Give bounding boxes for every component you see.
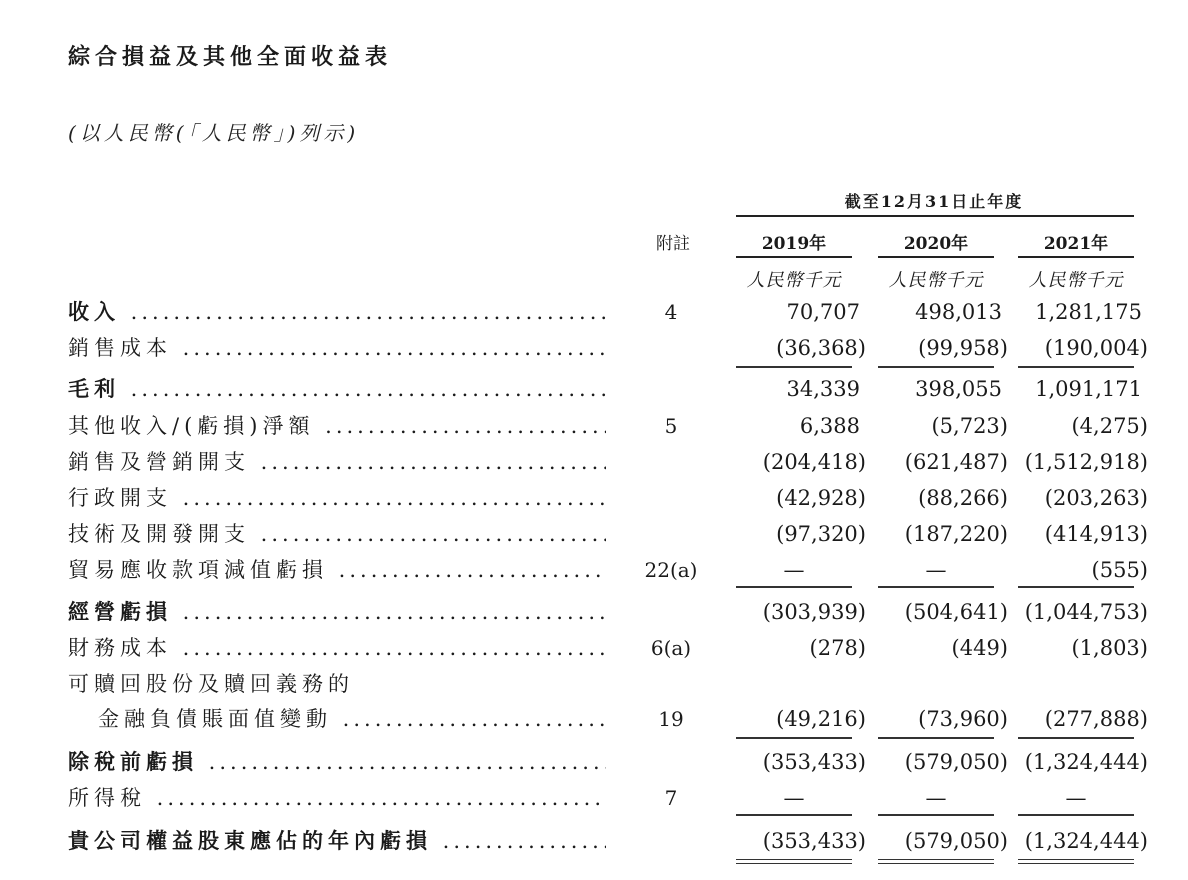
- value-2020: (449): [951, 636, 1008, 660]
- row-note: 4: [664, 300, 678, 324]
- value-2019: (353,433): [762, 829, 866, 853]
- period-rule: [736, 215, 1134, 217]
- value-2020: (504,641): [904, 600, 1008, 624]
- value-2021: (414,913): [1044, 522, 1148, 546]
- subtotal-rule: [878, 586, 994, 588]
- table-row-loss-before-tax: [0, 747, 1188, 777]
- value-2020: (621,487): [904, 450, 1008, 474]
- value-2020: (73,960): [918, 707, 1008, 731]
- value-2019: 70,707: [786, 300, 860, 324]
- year-rule: [1018, 256, 1134, 258]
- subtotal-rule: [878, 737, 994, 739]
- value-2020: 498,013: [915, 300, 1002, 324]
- table-row-other-income: [0, 411, 1188, 441]
- value-2021: (1,512,918): [1024, 450, 1148, 474]
- unit-label: 人民幣千元: [888, 270, 984, 291]
- value-2019: (36,368): [776, 336, 866, 360]
- year-rule: [878, 256, 994, 258]
- value-2021: (277,888): [1044, 707, 1148, 731]
- row-label: 其他收入/(虧損)淨額 .....: [68, 411, 606, 441]
- value-2020: (187,220): [904, 522, 1008, 546]
- row-label: 銷售成本 .....: [68, 333, 606, 363]
- value-2019: (303,939): [762, 600, 866, 624]
- value-2020: 398,055: [915, 377, 1002, 401]
- table-row-loss-for-year: [0, 826, 1188, 856]
- row-label: 貴公司權益股東應佔的年內虧損 .....: [68, 826, 606, 856]
- value-2021: (1,044,753): [1024, 600, 1148, 624]
- table-row-redeemable-shares-line1: [0, 669, 1188, 699]
- year-heading-2021: 2021年: [1043, 234, 1109, 254]
- table-row-impairment-loss: [0, 555, 1188, 585]
- year-heading-2019: 2019年: [761, 234, 827, 254]
- row-note: 7: [664, 786, 678, 810]
- row-label: 貿易應收款項減值虧損 .....: [68, 555, 606, 585]
- total-double-rule: [736, 859, 852, 864]
- row-label: 除稅前虧損 .....: [68, 747, 606, 777]
- subtotal-rule: [1018, 814, 1134, 816]
- table-row-income-tax: [0, 783, 1188, 813]
- period-heading: 截至12月31日止年度: [844, 192, 1024, 211]
- value-2019: (42,928): [776, 486, 866, 510]
- value-2021: (1,803): [1071, 636, 1148, 660]
- value-2021: (190,004): [1044, 336, 1148, 360]
- table-row-admin-expenses: [0, 483, 1188, 513]
- row-note: 19: [658, 707, 684, 731]
- subtotal-rule: [878, 366, 994, 368]
- table-row-gross-profit: [0, 374, 1188, 404]
- subtotal-rule: [736, 737, 852, 739]
- row-note: 5: [664, 414, 678, 438]
- row-label: 財務成本 .....: [68, 633, 606, 663]
- value-2019: 34,339: [786, 377, 860, 401]
- subtotal-rule: [736, 366, 852, 368]
- row-label: 行政開支 .....: [68, 483, 606, 513]
- year-rule: [736, 256, 852, 258]
- value-2020: (579,050): [904, 829, 1008, 853]
- value-2019: —: [783, 558, 805, 582]
- subtotal-rule: [736, 586, 852, 588]
- value-2021: (4,275): [1071, 414, 1148, 438]
- value-2021: 1,281,175: [1035, 300, 1142, 324]
- value-2020: (99,958): [918, 336, 1008, 360]
- year-heading-2020: 2020年: [903, 234, 969, 254]
- table-row-operating-loss: [0, 597, 1188, 627]
- value-2019: —: [783, 786, 805, 810]
- value-2020: —: [925, 558, 947, 582]
- value-2021: 1,091,171: [1035, 377, 1142, 401]
- statement-title: 綜合損益及其他全面收益表: [68, 44, 393, 70]
- value-2021: (555): [1091, 558, 1148, 582]
- row-label: 銷售及營銷開支 .....: [68, 447, 606, 477]
- table-row-cost-of-sales: [0, 333, 1188, 363]
- table-row-rd-expenses: [0, 519, 1188, 549]
- value-2019: (204,418): [762, 450, 866, 474]
- unit-label: 人民幣千元: [1028, 270, 1124, 291]
- table-row-selling-expenses: [0, 447, 1188, 477]
- value-2019: (353,433): [762, 750, 866, 774]
- unit-label: 人民幣千元: [746, 270, 842, 291]
- table-row-revenue: [0, 297, 1188, 327]
- value-2021: (1,324,444): [1024, 829, 1148, 853]
- note-column-heading: 附註: [656, 234, 690, 254]
- table-row-redeemable-shares-line2: [0, 704, 1188, 734]
- value-2021: (1,324,444): [1024, 750, 1148, 774]
- row-label: 金融負債賬面值變動 .....: [98, 704, 606, 734]
- total-double-rule: [878, 859, 994, 864]
- row-note: 6(a): [650, 636, 692, 660]
- row-label: 可贖回股份及贖回義務的: [68, 672, 354, 696]
- row-label: 毛利 .....: [68, 374, 606, 404]
- currency-note: (以人民幣(「人民幣」)列示): [68, 121, 360, 145]
- row-label: 所得稅 .....: [68, 783, 606, 813]
- value-2019: 6,388: [799, 414, 860, 438]
- value-2020: (5,723): [931, 414, 1008, 438]
- value-2021: (203,263): [1044, 486, 1148, 510]
- row-note: 22(a): [644, 558, 698, 582]
- subtotal-rule: [1018, 737, 1134, 739]
- value-2019: (278): [809, 636, 866, 660]
- value-2020: (579,050): [904, 750, 1008, 774]
- row-label: 收入 .....: [68, 297, 606, 327]
- row-label: 技術及開發開支 .....: [68, 519, 606, 549]
- subtotal-rule: [1018, 586, 1134, 588]
- value-2020: —: [925, 786, 947, 810]
- subtotal-rule: [736, 814, 852, 816]
- subtotal-rule: [1018, 366, 1134, 368]
- table-row-finance-costs: [0, 633, 1188, 663]
- row-label: 經營虧損 .....: [68, 597, 606, 627]
- value-2020: (88,266): [918, 486, 1008, 510]
- value-2019: (49,216): [776, 707, 866, 731]
- subtotal-rule: [878, 814, 994, 816]
- value-2019: (97,320): [776, 522, 866, 546]
- value-2021: —: [1065, 786, 1087, 810]
- total-double-rule: [1018, 859, 1134, 864]
